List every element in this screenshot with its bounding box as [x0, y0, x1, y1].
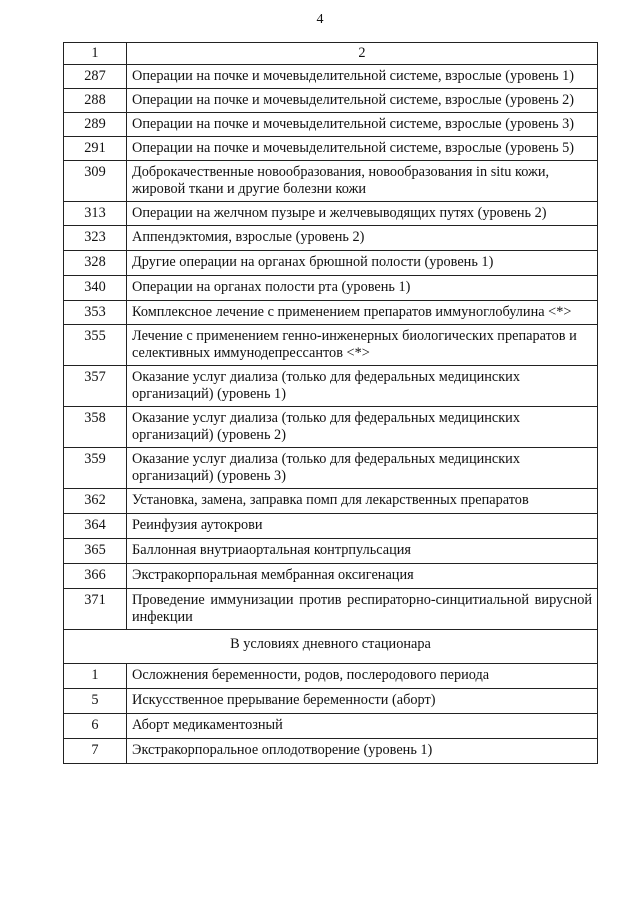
row-name: Аппендэктомия, взрослые (уровень 2)	[127, 226, 598, 251]
row-name: Оказание услуг диализа (только для федеральных медицинских организаций) (уровень 3)	[127, 448, 598, 489]
row-name: Операции на органах полости рта (уровень 1)	[127, 276, 598, 301]
row-code: 371	[64, 589, 127, 630]
table-row	[64, 301, 598, 325]
table-row	[64, 276, 598, 301]
table-row	[64, 589, 598, 630]
page-number: 4	[316, 12, 324, 27]
table-row	[64, 739, 598, 764]
section-title: В условиях дневного стационара	[64, 630, 598, 664]
table-row	[64, 689, 598, 714]
row-code: 7	[64, 739, 127, 764]
row-code: 6	[64, 714, 127, 739]
table-row	[64, 514, 598, 539]
row-name: Установка, замена, заправка помп для лекарственных препаратов	[127, 489, 598, 514]
row-code: 358	[64, 407, 127, 448]
row-code: 1	[64, 664, 127, 689]
row-code: 323	[64, 226, 127, 251]
row-code: 355	[64, 325, 127, 366]
table-row	[64, 251, 598, 276]
header-col-1: 1	[64, 43, 127, 65]
row-name: Операции на желчном пузыре и желчевыводящих путях (уровень 2)	[127, 202, 598, 226]
table-row	[64, 226, 598, 251]
row-name: Аборт медикаментозный	[127, 714, 598, 739]
section-row	[64, 630, 598, 664]
row-code: 340	[64, 276, 127, 301]
row-name: Доброкачественные новообразования, новообразования in situ кожи, жировой ткани и другие болезни кожи	[127, 161, 598, 202]
table-row	[64, 714, 598, 739]
table-row	[64, 89, 598, 113]
row-name: Искусственное прерывание беременности (аборт)	[127, 689, 598, 714]
row-code: 365	[64, 539, 127, 564]
table-row	[64, 664, 598, 689]
row-code: 289	[64, 113, 127, 137]
row-name: Операции на почке и мочевыделительной системе, взрослые (уровень 5)	[127, 137, 598, 161]
row-code: 364	[64, 514, 127, 539]
row-code: 353	[64, 301, 127, 325]
row-code: 359	[64, 448, 127, 489]
table-row	[64, 366, 598, 407]
table-row	[64, 137, 598, 161]
row-name: Баллонная внутриаортальная контрпульсация	[127, 539, 598, 564]
table-row	[64, 539, 598, 564]
table-row	[64, 113, 598, 137]
row-code: 362	[64, 489, 127, 514]
row-code: 328	[64, 251, 127, 276]
table-row	[64, 407, 598, 448]
row-name: Оказание услуг диализа (только для федеральных медицинских организаций) (уровень 1)	[127, 366, 598, 407]
row-name: Реинфузия аутокрови	[127, 514, 598, 539]
row-code: 357	[64, 366, 127, 407]
row-code: 366	[64, 564, 127, 589]
row-code: 287	[64, 65, 127, 89]
table-row	[64, 489, 598, 514]
table-row	[64, 65, 598, 89]
row-code: 288	[64, 89, 127, 113]
row-code: 291	[64, 137, 127, 161]
table-row	[64, 161, 598, 202]
row-name: Лечение с применением генно-инженерных биологических препаратов и селективных иммунодепрессантов <*>	[127, 325, 598, 366]
row-code: 309	[64, 161, 127, 202]
table-row	[64, 564, 598, 589]
row-name: Экстракорпоральное оплодотворение (уровень 1)	[127, 739, 598, 764]
row-name: Проведение иммунизации против респираторно-синцитиальной вирусной инфекции	[127, 589, 598, 630]
row-name: Осложнения беременности, родов, послеродового периода	[127, 664, 598, 689]
row-name: Операции на почке и мочевыделительной системе, взрослые (уровень 1)	[127, 65, 598, 89]
table-header-row	[64, 43, 598, 65]
table-row	[64, 325, 598, 366]
row-name: Оказание услуг диализа (только для федеральных медицинских организаций) (уровень 2)	[127, 407, 598, 448]
row-code: 5	[64, 689, 127, 714]
table-row	[64, 448, 598, 489]
row-code: 313	[64, 202, 127, 226]
row-name: Операции на почке и мочевыделительной системе, взрослые (уровень 2)	[127, 89, 598, 113]
table-row	[64, 202, 598, 226]
header-col-2: 2	[127, 43, 598, 65]
row-name: Экстракорпоральная мембранная оксигенация	[127, 564, 598, 589]
procedures-table	[63, 42, 598, 764]
row-name: Комплексное лечение с применением препаратов иммуноглобулина <*>	[127, 301, 598, 325]
row-name: Операции на почке и мочевыделительной системе, взрослые (уровень 3)	[127, 113, 598, 137]
row-name: Другие операции на органах брюшной полости (уровень 1)	[127, 251, 598, 276]
